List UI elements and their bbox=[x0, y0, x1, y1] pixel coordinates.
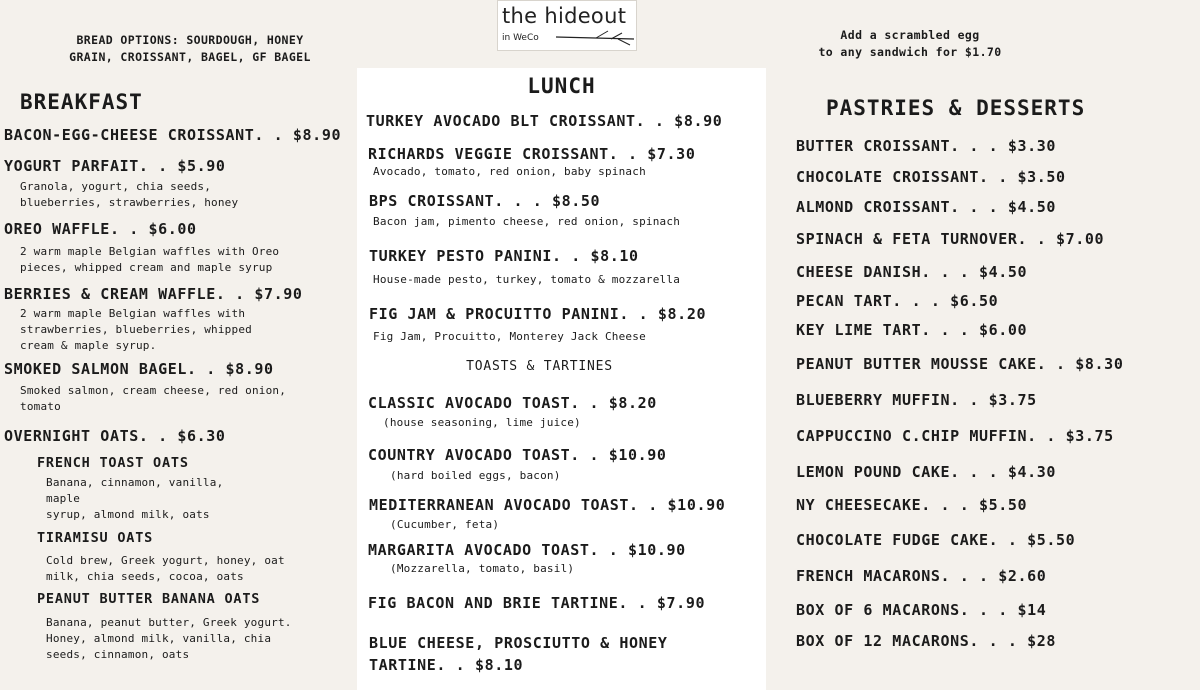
pastry-item: BOX OF 12 MACARONS. . . $28 bbox=[796, 632, 1057, 650]
pastry-item: CHOCOLATE FUDGE CAKE. . $5.50 bbox=[796, 531, 1076, 549]
oats-variant-name: PEANUT BUTTER BANANA OATS bbox=[37, 591, 261, 607]
menu-item-description: (hard boiled eggs, bacon) bbox=[390, 469, 561, 482]
pastry-item: LEMON POUND CAKE. . . $4.30 bbox=[796, 463, 1057, 481]
egg-addon-line2: to any sandwich for $1.70 bbox=[818, 45, 1002, 59]
menu-item-description: (Mozzarella, tomato, basil) bbox=[390, 562, 575, 575]
pastry-item: PECAN TART. . . $6.50 bbox=[796, 292, 999, 310]
bread-options-line2: GRAIN, CROISSANT, BAGEL, GF BAGEL bbox=[69, 50, 311, 64]
oats-variant-name: TIRAMISU OATS bbox=[37, 530, 154, 546]
menu-item-name: TURKEY AVOCADO BLT CROISSANT. . $8.90 bbox=[366, 112, 723, 130]
egg-addon-note bbox=[790, 27, 1030, 61]
menu-item-description: Fig Jam, Procuitto, Monterey Jack Cheese bbox=[373, 330, 646, 343]
pastry-item: BOX OF 6 MACARONS. . . $14 bbox=[796, 601, 1047, 619]
menu-item-description: (Cucumber, feta) bbox=[390, 518, 500, 531]
pastry-item: FRENCH MACARONS. . . $2.60 bbox=[796, 567, 1047, 585]
menu-item-name: BLUE CHEESE, PROSCIUTTO & HONEY TARTINE. . $8.10 bbox=[369, 634, 668, 674]
pastry-item: BUTTER CROISSANT. . . $3.30 bbox=[796, 137, 1057, 155]
menu-item-name: COUNTRY AVOCADO TOAST. . $10.90 bbox=[368, 446, 667, 464]
menu-item-name: OVERNIGHT OATS. . $6.30 bbox=[4, 427, 226, 445]
pastry-item: NY CHEESECAKE. . . $5.50 bbox=[796, 496, 1028, 514]
menu-item-name: MARGARITA AVOCADO TOAST. . $10.90 bbox=[368, 541, 686, 559]
menu-item-name: BERRIES & CREAM WAFFLE. . $7.90 bbox=[4, 285, 303, 303]
lunch-heading: LUNCH bbox=[527, 74, 596, 98]
pastry-item: CHOCOLATE CROISSANT. . $3.50 bbox=[796, 168, 1066, 186]
oats-variant-description: Banana, peanut butter, Greek yogurt. Honey, almond milk, vanilla, chia seeds, cinnamon, oats bbox=[46, 616, 292, 661]
menu-item-name: CLASSIC AVOCADO TOAST. . $8.20 bbox=[368, 394, 657, 412]
menu-item-description: (house seasoning, lime juice) bbox=[383, 416, 581, 429]
logo-name: the hideout bbox=[502, 4, 627, 28]
menu-item-name: TURKEY PESTO PANINI. . $8.10 bbox=[369, 247, 639, 265]
oats-variant-description: Cold brew, Greek yogurt, honey, oat milk, chia seeds, cocoa, oats bbox=[46, 554, 285, 583]
menu-item-name: FIG JAM & PROCUITTO PANINI. . $8.20 bbox=[369, 305, 707, 323]
hideout-logo bbox=[497, 0, 637, 51]
menu-item-description: 2 warm maple Belgian waffles with strawberries, blueberries, whipped cream & maple syrup. bbox=[20, 307, 252, 352]
menu-item-description: Bacon jam, pimento cheese, red onion, spinach bbox=[373, 215, 681, 228]
menu-item-name: BPS CROISSANT. . . $8.50 bbox=[369, 192, 601, 210]
oats-variant-name: FRENCH TOAST OATS bbox=[37, 455, 189, 471]
menu-item-description: Granola, yogurt, chia seeds, blueberries, strawberries, honey bbox=[20, 180, 239, 209]
menu-item-name: FIG BACON AND BRIE TARTINE. . $7.90 bbox=[368, 594, 706, 612]
bread-options-line1: BREAD OPTIONS: SOURDOUGH, HONEY bbox=[76, 33, 304, 47]
pastry-item: PEANUT BUTTER MOUSSE CAKE. . $8.30 bbox=[796, 355, 1124, 373]
bread-options-note bbox=[40, 32, 340, 66]
menu-item-name: YOGURT PARFAIT. . $5.90 bbox=[4, 157, 226, 175]
menu-item-name: SMOKED SALMON BAGEL. . $8.90 bbox=[4, 360, 274, 378]
menu-item-name: BACON-EGG-CHEESE CROISSANT. . $8.90 bbox=[4, 126, 342, 144]
pastry-item: CHEESE DANISH. . . $4.50 bbox=[796, 263, 1028, 281]
pastry-item: SPINACH & FETA TURNOVER. . $7.00 bbox=[796, 230, 1105, 248]
pastries-heading: PASTRIES & DESSERTS bbox=[826, 96, 1086, 120]
toasts-heading: TOASTS & TARTINES bbox=[466, 359, 613, 374]
pastry-item: ALMOND CROISSANT. . . $4.50 bbox=[796, 198, 1057, 216]
breakfast-heading: BREAKFAST bbox=[20, 90, 143, 114]
menu-item-description: 2 warm maple Belgian waffles with Oreo pieces, whipped cream and maple syrup bbox=[20, 245, 280, 274]
menu-item-description: Smoked salmon, cream cheese, red onion, tomato bbox=[20, 384, 287, 413]
menu-item-name: OREO WAFFLE. . $6.00 bbox=[4, 220, 197, 238]
pastry-item: BLUEBERRY MUFFIN. . $3.75 bbox=[796, 391, 1037, 409]
menu-item-name: RICHARDS VEGGIE CROISSANT. . $7.30 bbox=[368, 145, 696, 163]
pastry-item: CAPPUCCINO C.CHIP MUFFIN. . $3.75 bbox=[796, 427, 1114, 445]
egg-addon-line1: Add a scrambled egg bbox=[840, 28, 980, 42]
menu-item-description: Avocado, tomato, red onion, baby spinach bbox=[373, 165, 646, 178]
branch-icon bbox=[556, 27, 636, 47]
menu-item-name: MEDITERRANEAN AVOCADO TOAST. . $10.90 bbox=[369, 496, 726, 514]
menu-item-description: House-made pesto, turkey, tomato & mozzarella bbox=[373, 273, 681, 286]
oats-variant-description: Banana, cinnamon, vanilla, maple syrup, almond milk, oats bbox=[46, 476, 224, 521]
pastry-item: KEY LIME TART. . . $6.00 bbox=[796, 321, 1028, 339]
logo-subtitle: in WeCo bbox=[502, 33, 539, 43]
